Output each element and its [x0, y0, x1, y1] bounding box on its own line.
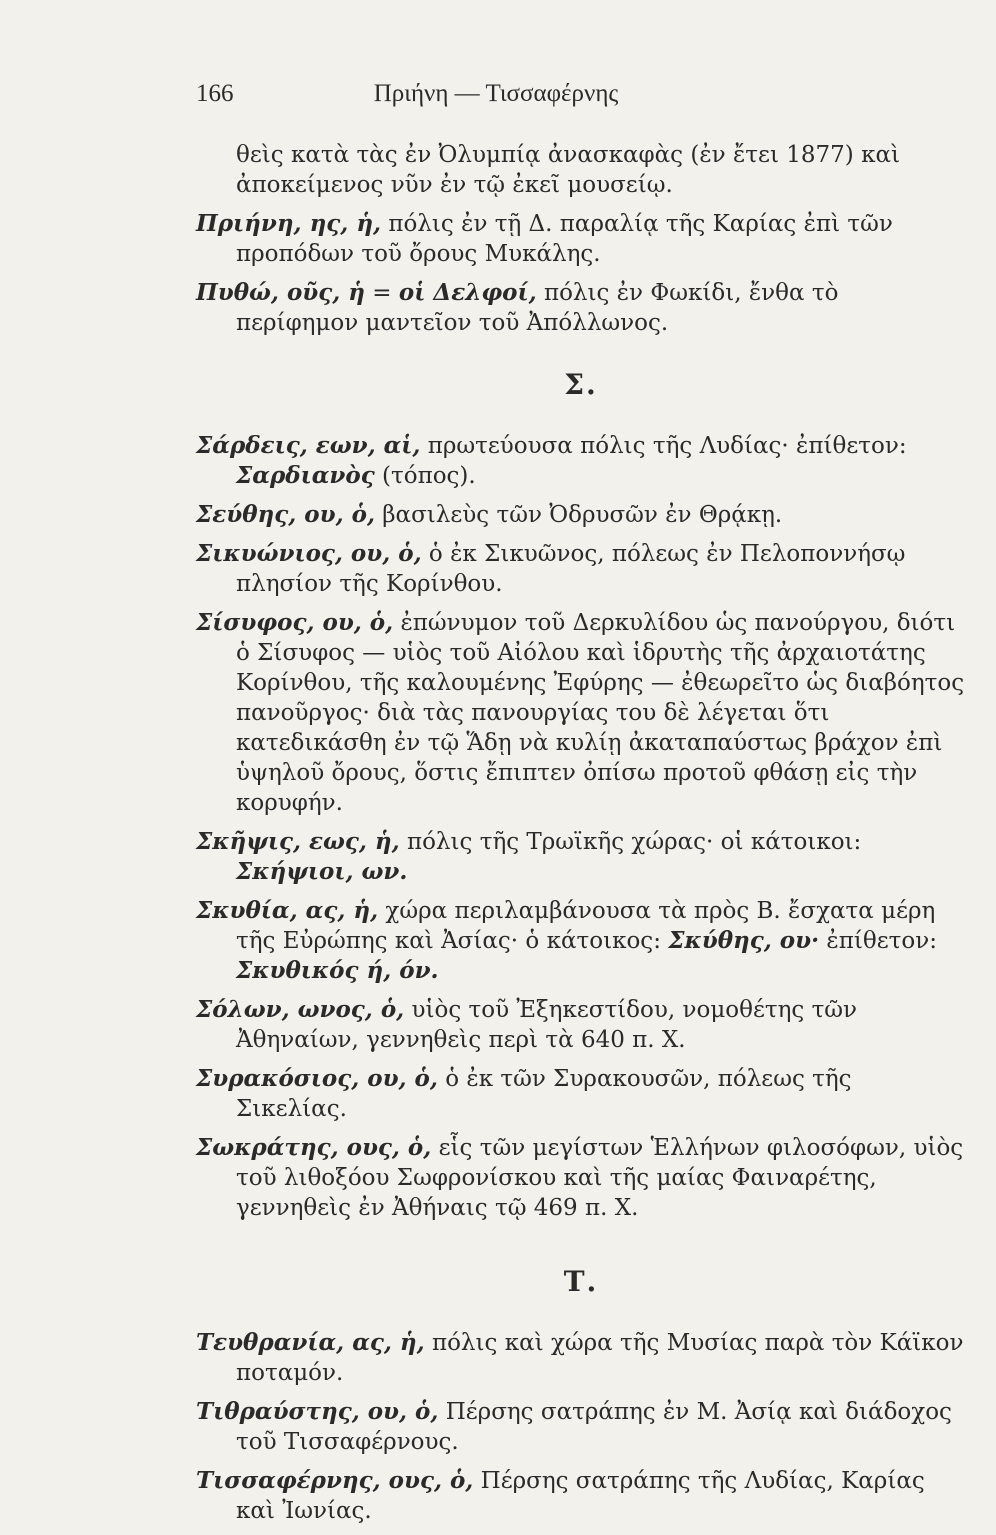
definition: ὁ ἐκ Σικυῶνος, πόλεως ἐν Πελοποννήσῳ πλησίον τῆς Κορίνθου. [236, 541, 906, 597]
definition: βασιλεὺς τῶν Ὀδρυσῶν ἐν Θρᾴκῃ. [374, 502, 783, 528]
lemma: Τιθραύστης, ου, ὁ, [196, 1398, 439, 1425]
running-head [196, 80, 796, 116]
entry-skythia [196, 896, 966, 986]
definition: χώρα περιλαμβάνουσα τὰ πρὸς Β. ἔσχατα μέρη τῆς Εὐρώπης καὶ Ἀσίας· ὁ κάτοικος: [236, 898, 936, 954]
entry-skepsis [196, 827, 966, 887]
entry-seuthes [196, 500, 966, 530]
definition: εἷς τῶν μεγίστων Ἑλλήνων φιλοσόφων, υἱὸς τοῦ λιθοξόου Σωφρονίσκου καὶ τῆς μαίας Φαιναρέτης, γεννηθεὶς ἐν Ἀθήναις τῷ 469 π. Χ. [236, 1135, 964, 1221]
section-heading-sigma: Σ. [564, 368, 598, 401]
definition: υἱὸς τοῦ Ἐξηκεστίδου, νομοθέτης τῶν Ἀθηναίων, γεννηθεὶς περὶ τὰ 640 π. Χ. [236, 997, 858, 1053]
lemma: Σωκράτης, ους, ὁ, [196, 1134, 432, 1161]
entry-pytho [196, 278, 966, 338]
lemma: Τευθρανία, ας, ἡ, [196, 1329, 425, 1356]
lemma: Συρακόσιος, ου, ὁ, [196, 1065, 438, 1092]
equals-sign: = [365, 280, 399, 306]
derived-lemma: Σκήψιοι, ων. [236, 858, 408, 885]
entry-sardeis [196, 431, 966, 491]
definition: πόλις τῆς Τρωϊκῆς χώρας· οἱ κάτοικοι: [399, 829, 862, 855]
derived-lemma: Σκύθης, ου· [668, 927, 820, 954]
lemma: Σκῆψις, εως, ἡ, [196, 828, 400, 855]
lemma: Σίσυφος, ου, ὁ, [196, 609, 394, 636]
entry-syrakosios [196, 1064, 966, 1124]
lemma: Σόλων, ωνος, ὁ, [196, 996, 405, 1023]
entry-sokrates [196, 1133, 966, 1223]
lemma: Σεύθης, ου, ὁ, [196, 501, 375, 528]
lemma: Πριήνη, ης, ἡ, [196, 210, 382, 237]
entry-sikyonios [196, 539, 966, 599]
entry-tithraustes [196, 1397, 966, 1457]
definition: Πέρσης σατράπης ἐν Μ. Ἀσίᾳ καὶ διάδοχος τοῦ Τισσαφέρνους. [236, 1399, 952, 1455]
definition: ἐπώνυμον τοῦ Δερκυλίδου ὡς πανούργου, διότι ὁ Σίσυφος — υἱὸς τοῦ Αἰόλου καὶ ἱδρυτὴς τῆς ἀρχαιοτάτης Κορίνθου, τῆς καλουμένης Ἐφύρης — ἐθεωρεῖτο ὡς διαβόητος πανοῦργος· διὰ τὰς πανουργίας του δὲ λέγεται ὅτι κατεδικάσθη ἐν τῷ Ἅδῃ νὰ κυλίῃ ἀκαταπαύστως βράχον ἐπὶ ὑψηλοῦ ὄρους, ὅστις ἔπιπτεν ὀπίσω προτοῦ φθάσῃ εἰς τὴν κορυφήν. [236, 610, 965, 816]
section-heading-tau: Τ. [563, 1265, 599, 1298]
definition-tail: ἐπίθετον: [819, 928, 937, 954]
lemma: Σικυώνιος, ου, ὁ, [196, 540, 422, 567]
adjective-lemma: Σκυθικός ή, όν. [236, 957, 439, 984]
definition: πόλις καὶ χώρα τῆς Μυσίας παρὰ τὸν Κάϊκον ποταμόν. [236, 1330, 964, 1386]
definition: πρωτεύουσα πόλις τῆς Λυδίας· ἐπίθετον: [420, 433, 907, 459]
definition-tail: (τόπος). [374, 463, 476, 489]
definition: Πέρσης σατράπης τῆς Λυδίας, Καρίας καὶ Ἰωνίας. [236, 1468, 925, 1524]
page-number: 166 [196, 80, 234, 107]
lemma-alt: οἱ Δελφοί, [398, 279, 537, 306]
running-title: Πριήνη — Τισσαφέρνης [373, 80, 619, 107]
definition: ὁ ἐκ τῶν Συρακουσῶν, πόλεως τῆς Σικελίας. [236, 1066, 852, 1122]
entry-priene [196, 209, 966, 269]
definition: πόλις ἐν τῇ Δ. παραλίᾳ τῆς Καρίας ἐπὶ τῶν προπόδων τοῦ ὄρους Μυκάλης. [236, 211, 893, 267]
continued-entry: θεὶς κατὰ τὰς ἐν Ὀλυμπίᾳ ἀνασκαφὰς (ἐν ἔτει 1877) καὶ ἀποκείμενος νῦν ἐν τῷ ἐκεῖ μουσείῳ. [236, 142, 901, 198]
lemma: Σκυθία, ας, ἡ, [196, 897, 379, 924]
lemma: Σάρδεις, εων, αἱ, [196, 432, 421, 459]
definition: πόλις ἐν Φωκίδι, ἔνθα τὸ περίφημον μαντεῖον τοῦ Ἀπόλλωνος. [236, 280, 839, 336]
lemma: Τισσαφέρνης, ους, ὁ, [196, 1467, 474, 1494]
derived-lemma: Σαρδιανὸς [236, 462, 375, 489]
lemma: Πυθώ, οῦς, ἡ [196, 279, 365, 306]
entry-teuthrania [196, 1328, 966, 1388]
dictionary-text [196, 140, 966, 1535]
entry-sisyphos [196, 608, 966, 818]
entry-solon [196, 995, 966, 1055]
entry-tissaphernes [196, 1466, 966, 1526]
